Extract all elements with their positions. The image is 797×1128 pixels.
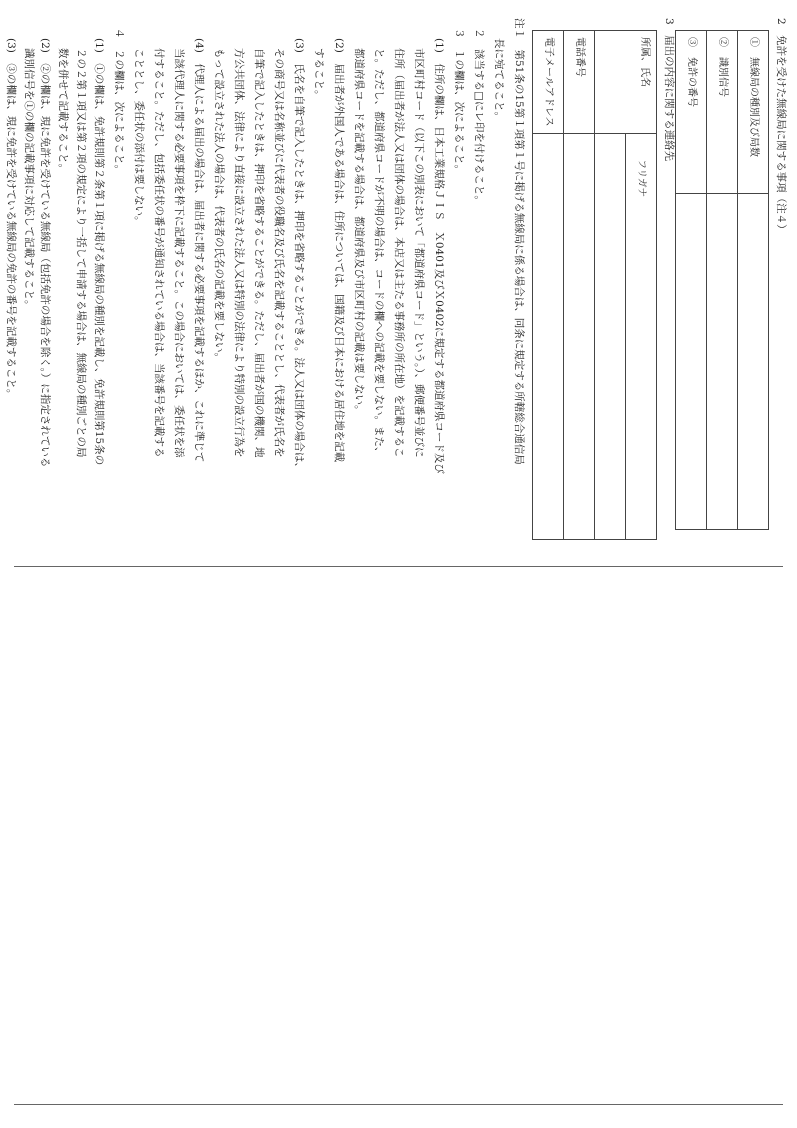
- table-row: [707, 31, 738, 530]
- row-label-call-sign: ② 識別信号: [707, 31, 738, 194]
- section2-table: [675, 30, 769, 530]
- note-line: (3) 氏名を自筆で記入したときは、押印を省略することができる。法人又は団体の場合は、: [293, 38, 305, 473]
- furigana-field[interactable]: [626, 133, 657, 540]
- note-line: (1) ①の欄は、免許規則第２条第１項に掲げる無線局の種別を記載し、免許規則第15条の: [93, 38, 105, 466]
- section3-heading: 3 届出の内容に関する連絡先: [663, 18, 675, 162]
- note-line: 自筆で記入したときは、押印を省略することができる。ただし、届出者が国の機関、地: [253, 48, 265, 458]
- row-label-station-type: ① 無線局の種別及び局数: [738, 31, 769, 194]
- email-field[interactable]: [533, 133, 564, 540]
- bottom-divider-line: [14, 1104, 783, 1105]
- note-line: と。ただし、都道府県コードが不明の場合は、コードの欄への記載を要しない。また、: [373, 48, 385, 458]
- note-line: (2) 届出者が外国人である場合は、住所については、国籍及び日本における居住地を記載: [333, 38, 345, 463]
- phone-field[interactable]: [564, 133, 595, 540]
- note-line: 方公共団体、法律により直接に設立された法人又は特別の法律により特別の設立行為を: [233, 48, 245, 458]
- note-line: (4) 代理人による届出の場合は、届出者に関する必要事項を記載するほか、これに準じて: [193, 38, 205, 463]
- note-line: 付すること。ただし、包括委任状の番号が通知されている場合は、当該番号を記載する: [153, 48, 165, 458]
- note-line: 当該代理人に関する必要事項を枠下に記載すること。この場合においては、委任状を添: [173, 48, 185, 458]
- phone-label: 電話番号: [564, 31, 595, 134]
- call-sign-field[interactable]: [707, 194, 738, 530]
- table-row: [533, 31, 564, 540]
- note-line: 識別信号を①の欄の記載事項に対応して記載すること。: [23, 48, 35, 311]
- station-type-field[interactable]: [738, 194, 769, 530]
- table-row: [626, 31, 657, 540]
- section3-table: [532, 30, 657, 540]
- table-row: [676, 31, 707, 530]
- section2-heading: 2 免許を受けた無線局に関する事項（注４）: [775, 18, 787, 235]
- note-line: 注１ 第51条の15第１項第１号に掲げる無線局に係る場合は、同条に規定する所轄総合通信局: [513, 18, 525, 465]
- table-row: [738, 31, 769, 530]
- table-row: [564, 31, 595, 540]
- contact-name-label: 所属、氏名: [595, 31, 657, 134]
- furigana-label: フリガナ: [636, 159, 647, 198]
- note-line: その商号又は名称並びに代表者の役職名及び氏名を記載することとし、代表者が氏名を: [273, 48, 285, 458]
- contact-name-field[interactable]: [595, 133, 626, 540]
- note-line: 市区町村コード（以下この別表において「都道府県コード」という。）、郵便番号並びに: [413, 48, 425, 458]
- note-line: 長に宛てること。: [493, 38, 505, 122]
- rotated-form-area: [5, 0, 797, 560]
- note-line: 数を併せて記載すること。: [57, 48, 69, 174]
- note-line: すること。: [313, 48, 325, 101]
- note-line: 都道府県コードを記載する場合は、都道府県及び市区町村の記載は要しない。: [353, 48, 365, 416]
- note-line: (3) ③の欄は、現に免許を受けている無線局の免許の番号を記載すること。: [5, 38, 17, 400]
- note-line: 住所（届出者が法人又は団体の場合は、本店又は主たる事務所の所在地）を記載するこ: [393, 48, 405, 458]
- note-line: こととし、委任状の添付は要しない。: [133, 48, 145, 227]
- note-line: ３ １の欄は、次によること。: [453, 28, 465, 175]
- license-number-field[interactable]: [676, 194, 707, 530]
- note-line: ２ 該当する□にレ印を付けること。: [473, 28, 485, 206]
- note-line: (2) ②の欄は、現に免許を受けている無線局（包括免許の場合を除く。）に指定されている: [39, 38, 51, 468]
- note-line: (1) 住所の欄は、日本工業規格ＪＩＳ Ｘ0401及びＸ0402に規定する都道府県コード及び: [433, 38, 445, 474]
- note-line: ２の２第１項又は第２項の規定により一括して申請する場合は、無線局の種別ごとの局: [75, 48, 87, 458]
- row-label-license-number: ③ 免許の番号: [676, 31, 707, 194]
- note-line: ４ ２の欄は、次によること。: [113, 28, 125, 175]
- note-line: もって設立された法人の場合は、代表者の氏名の記載を要しない。: [213, 48, 225, 363]
- divider-line: [14, 566, 783, 567]
- email-label: 電子メールアドレス: [533, 31, 564, 134]
